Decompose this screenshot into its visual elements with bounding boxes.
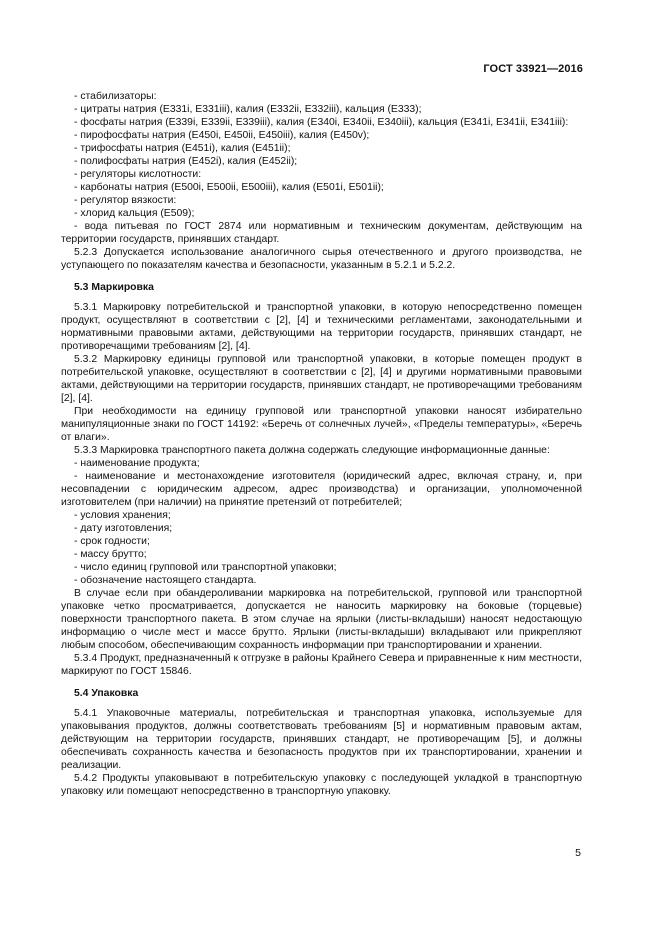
list-item: - обозначение настоящего стандарта. [74, 575, 257, 586]
paragraph: При необходимости на единицу групповой или транспортной упаковки наносят избирательно манипуляционные знаки по ГОСТ 14192: «Беречь от солнечных лучей», «Пределы температуры», «Беречь от влаги». [61, 406, 582, 443]
list-item: - срок годности; [74, 536, 150, 547]
list-item: - условия хранения; [74, 510, 171, 521]
document-body [61, 90, 582, 798]
list-item: - массу брутто; [74, 549, 147, 560]
list-item: - регуляторы кислотности: [74, 169, 202, 180]
section-heading-packaging: 5.4 Упаковка [74, 688, 139, 699]
list-item: - полифосфаты натрия (Е452i), калия (Е452ii); [74, 156, 298, 167]
paragraph: 5.3.1 Маркировку потребительской и транспортной упаковки, в которую непосредственно помещен продукт, осуществляют в соответствии с [2], [4] и техническими регламентами, законодательными и нормативными правовыми актами, действующими на территории государств, принявших стандарт, не противоречащими требованиям [2], [4]. [61, 302, 582, 352]
list-item: - хлорид кальция (Е509); [74, 208, 195, 219]
section-heading-marking: 5.3 Маркировка [74, 282, 154, 293]
list-item: - карбонаты натрия (Е500i, Е500ii, Е500iii), калия (Е501i, Е501ii); [74, 182, 384, 193]
list-item: - регулятор вязкости: [74, 195, 177, 206]
paragraph: 5.2.3 Допускается использование аналогичного сырья отечественного и другого производства, не уступающего по показателям качества и безопасности, указанным в 5.2.1 и 5.2.2. [61, 247, 582, 271]
list-item: - наименование и местонахождение изготовителя (юридический адрес, включая страну, и, при несовпадении с юридическим адресом, адрес производства) и организации, уполномоченной изготовителем (при наличии) на принятие претензий от потребителей; [61, 471, 582, 508]
list-item: - фосфаты натрия (Е339i, Е339ii, Е339iii), калия (Е340i, Е340ii, Е340iii), кальция (Е341i, Е341ii, Е341iii): [74, 117, 569, 128]
list-item: - вода питьевая по ГОСТ 2874 или нормативным и техническим документам, действующим на территории государств, принявших стандарт. [61, 221, 582, 245]
paragraph: В случае если при обандероливании маркировка на потребительской, групповой или транспортной упаковке четко просматривается, допускается не наносить маркировку на боковые (торцевые) поверхности транспортного пакета. В этом случае на ярлыки (листы-вкладыши) наносят недостающую информацию о числе мест и массе брутто. Ярлыки (листы-вкладыши) вкладывают или прикрепляют любым способом, обеспечивающим сохранность информации при транспортировании и хранении. [61, 588, 582, 651]
page-number: 5 [575, 847, 581, 859]
list-item: - трифосфаты натрия (Е451i), калия (Е451ii); [74, 143, 291, 154]
list-item: - стабилизаторы: [74, 91, 157, 102]
paragraph: 5.3.4 Продукт, предназначенный к отгрузке в районы Крайнего Севера и приравненные к ним местности, маркируют по ГОСТ 15846. [61, 653, 582, 677]
list-item: - цитраты натрия (Е331i, Е331iii), калия (Е332ii, Е332iii), кальция (Е333); [74, 104, 422, 115]
paragraph: 5.4.2 Продукты упаковывают в потребительскую упаковку с последующей укладкой в транспортную упаковку или помещают непосредственно в транспортную упаковку. [61, 773, 582, 797]
list-item: - дату изготовления; [74, 523, 173, 534]
list-item: - наименование продукта; [74, 458, 200, 469]
paragraph: 5.3.2 Маркировку единицы групповой или транспортной упаковки, в которые помещен продукт в потребительской упаковке, осуществляют в соответствии с [2], [4] и другими нормативными правовыми актами, действующими на территории государств, принявших стандарт, не противоречащими требованиям [2], [4]. [61, 354, 582, 404]
list-item: - число единиц групповой или транспортной упаковки; [74, 562, 337, 573]
list-item: - пирофосфаты натрия (Е450i, Е450ii, Е450iii), калия (Е450v); [74, 130, 370, 141]
paragraph: 5.4.1 Упаковочные материалы, потребительская и транспортная упаковка, используемые для упаковывания продуктов, должны соответствовать требованиям [5] и нормативным правовым актам, действующим на территории государств, принявших стандарт, не противоречащим [5], и должны обеспечивать сохранность качества и безопасность продуктов при их транспортировании, хранении и реализации. [61, 708, 582, 771]
paragraph: 5.3.3 Маркировка транспортного пакета должна содержать следующие информационные данные: [74, 445, 550, 456]
document-code-header: ГОСТ 33921—2016 [483, 63, 583, 75]
